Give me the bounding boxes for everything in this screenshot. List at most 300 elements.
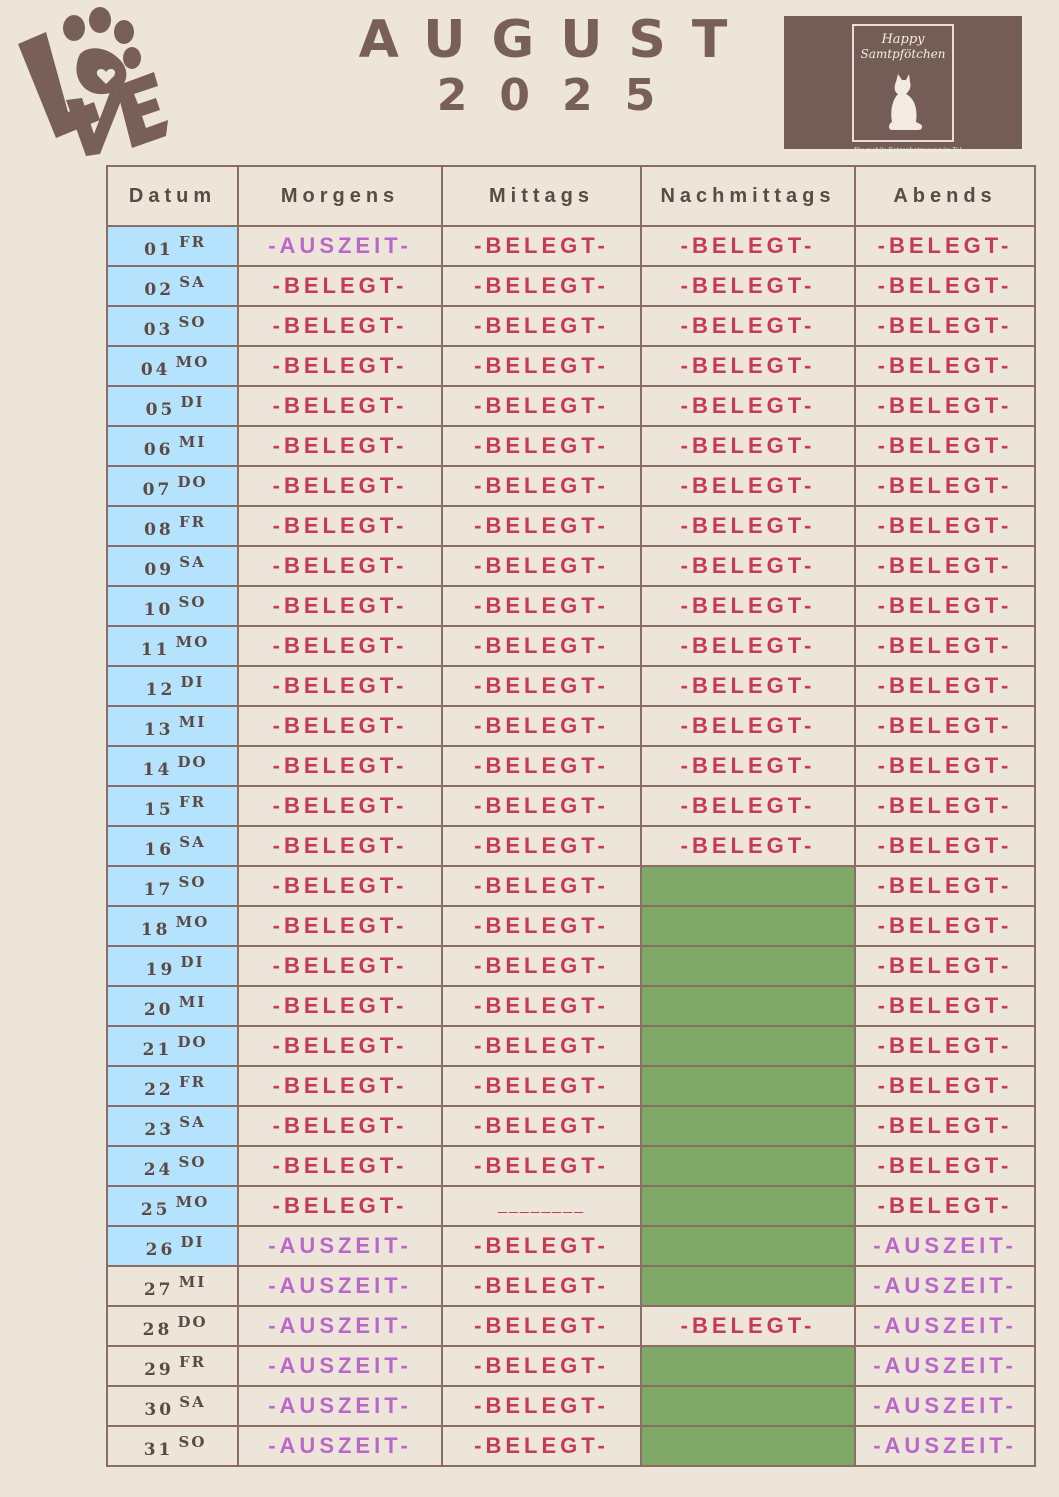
slot-nachmittags-free xyxy=(641,1146,855,1186)
date-number: 05 xyxy=(145,399,176,420)
slot-nachmittags-free xyxy=(641,986,855,1026)
date-cell xyxy=(107,946,238,986)
status-label-auszeit: -AUSZEIT- xyxy=(268,1233,412,1258)
slot-mittags-belegt xyxy=(442,266,641,306)
slot-morgens-belegt xyxy=(238,546,442,586)
slot-morgens-belegt xyxy=(238,946,442,986)
date-cell xyxy=(107,1226,238,1266)
slot-mittags-belegt xyxy=(442,226,641,266)
slot-mittags-belegt xyxy=(442,866,641,906)
status-label-belegt: -BELEGT- xyxy=(680,473,816,498)
slot-mittags-belegt xyxy=(442,1426,641,1466)
table-row xyxy=(107,666,1035,706)
slot-nachmittags-free xyxy=(641,1346,855,1386)
status-label-belegt: -BELEGT- xyxy=(680,593,816,618)
status-label-belegt: -BELEGT- xyxy=(877,753,1013,778)
slot-mittags-belegt xyxy=(442,786,641,826)
date-cell xyxy=(107,386,238,426)
status-label-belegt: -BELEGT- xyxy=(877,1153,1013,1178)
date-cell xyxy=(107,986,238,1026)
brand-frame xyxy=(852,24,962,154)
status-label-auszeit: -AUSZEIT- xyxy=(268,1273,412,1298)
status-label-belegt: -BELEGT- xyxy=(272,473,408,498)
slot-morgens-belegt xyxy=(238,706,442,746)
status-label-belegt: -BELEGT- xyxy=(474,313,609,338)
slot-mittags-belegt xyxy=(442,306,641,346)
status-label-belegt: -BELEGT- xyxy=(272,553,408,578)
date-cell xyxy=(107,746,238,786)
slot-abends-belegt xyxy=(855,986,1035,1026)
slot-morgens-belegt xyxy=(238,1066,442,1106)
weekday-label: FR xyxy=(178,232,207,251)
weekday-label: MO xyxy=(175,912,210,931)
status-label-belegt: -BELEGT- xyxy=(474,513,609,538)
slot-nachmittags-belegt xyxy=(641,426,855,466)
brand-line2: Samtpfötchen xyxy=(860,46,946,61)
slot-morgens-belegt xyxy=(238,586,442,626)
status-label-belegt: -BELEGT- xyxy=(474,473,609,498)
date-cell xyxy=(107,1186,238,1226)
weekday-label: DO xyxy=(177,752,208,771)
slot-mittags-dash xyxy=(442,1186,641,1226)
cat-icon xyxy=(882,72,924,132)
date-cell xyxy=(107,1426,238,1466)
slot-abends-auszeit xyxy=(855,1426,1035,1466)
date-number: 27 xyxy=(143,1279,174,1300)
status-label-belegt: -BELEGT- xyxy=(680,633,816,658)
slot-nachmittags-belegt xyxy=(641,586,855,626)
status-label-belegt: -BELEGT- xyxy=(877,353,1013,378)
slot-mittags-belegt xyxy=(442,426,641,466)
date-cell xyxy=(107,1026,238,1066)
slot-abends-belegt xyxy=(855,1066,1035,1106)
status-label-belegt: -BELEGT- xyxy=(272,1033,408,1058)
status-label-belegt: -BELEGT- xyxy=(474,793,609,818)
slot-abends-belegt xyxy=(855,946,1035,986)
column-header-mittags: Mittags xyxy=(442,166,641,226)
status-label-belegt: -BELEGT- xyxy=(474,553,609,578)
date-cell xyxy=(107,1346,238,1386)
status-label-belegt: -BELEGT- xyxy=(272,1073,408,1098)
column-header-nachmittags: Nachmittags xyxy=(641,166,855,226)
status-label-auszeit: -AUSZEIT- xyxy=(873,1273,1017,1298)
date-cell xyxy=(107,706,238,746)
table-row xyxy=(107,586,1035,626)
table-row xyxy=(107,706,1035,746)
table-row xyxy=(107,1346,1035,1386)
status-label-auszeit: -AUSZEIT- xyxy=(873,1433,1017,1458)
status-label-belegt: -BELEGT- xyxy=(272,1193,408,1218)
weekday-label: DI xyxy=(180,672,205,691)
status-label-belegt: -BELEGT- xyxy=(272,273,408,298)
slot-abends-belegt xyxy=(855,626,1035,666)
weekday-label: MI xyxy=(178,992,207,1011)
slot-morgens-auszeit xyxy=(238,1426,442,1466)
slot-mittags-belegt xyxy=(442,546,641,586)
date-cell xyxy=(107,506,238,546)
slot-mittags-belegt xyxy=(442,1106,641,1146)
slot-mittags-belegt xyxy=(442,1386,641,1426)
status-label-belegt: -BELEGT- xyxy=(680,393,816,418)
table-row xyxy=(107,1026,1035,1066)
weekday-label: DO xyxy=(177,1032,208,1051)
date-cell xyxy=(107,1066,238,1106)
table-row xyxy=(107,1386,1035,1426)
date-cell xyxy=(107,346,238,386)
weekday-label: FR xyxy=(178,512,207,531)
date-cell xyxy=(107,666,238,706)
slot-abends-belegt xyxy=(855,1186,1035,1226)
slot-morgens-auszeit xyxy=(238,1386,442,1426)
status-label-belegt: -BELEGT- xyxy=(877,273,1013,298)
slot-abends-belegt xyxy=(855,786,1035,826)
status-label-belegt: -BELEGT- xyxy=(877,713,1013,738)
slot-abends-auszeit xyxy=(855,1226,1035,1266)
status-label-belegt: -BELEGT- xyxy=(877,313,1013,338)
status-label-belegt: -BELEGT- xyxy=(680,313,816,338)
status-label-belegt: -BELEGT- xyxy=(877,473,1013,498)
date-number: 01 xyxy=(144,239,174,260)
table-row xyxy=(107,306,1035,346)
table-row xyxy=(107,506,1035,546)
slot-abends-auszeit xyxy=(855,1266,1035,1306)
slot-morgens-belegt xyxy=(238,1186,442,1226)
status-label-belegt: -BELEGT- xyxy=(474,1273,609,1298)
slot-nachmittags-belegt xyxy=(641,1306,855,1346)
date-number: 10 xyxy=(143,599,174,620)
date-number: 26 xyxy=(145,1239,176,1260)
slot-abends-belegt xyxy=(855,226,1035,266)
date-number: 24 xyxy=(143,1159,174,1180)
status-label-belegt: -BELEGT- xyxy=(877,1073,1013,1098)
weekday-label: DI xyxy=(180,392,205,411)
status-label-belegt: -BELEGT- xyxy=(680,273,816,298)
status-label-belegt: -BELEGT- xyxy=(474,713,609,738)
weekday-label: FR xyxy=(178,1352,207,1371)
slot-mittags-belegt xyxy=(442,346,641,386)
weekday-label: MO xyxy=(175,352,210,371)
status-label-belegt: -BELEGT- xyxy=(877,513,1013,538)
header-row xyxy=(107,166,1035,226)
slot-morgens-belegt xyxy=(238,626,442,666)
slot-nachmittags-belegt xyxy=(641,786,855,826)
slot-abends-belegt xyxy=(855,466,1035,506)
status-label-auszeit: -AUSZEIT- xyxy=(268,233,412,258)
slot-abends-belegt xyxy=(855,1026,1035,1066)
date-number: 16 xyxy=(144,839,175,860)
slot-nachmittags-belegt xyxy=(641,546,855,586)
slot-morgens-auszeit xyxy=(238,1346,442,1386)
status-label-belegt: -BELEGT- xyxy=(272,993,408,1018)
brand-tagline: Die mobile Katzenbetreuung im Tal xyxy=(854,146,962,154)
date-cell xyxy=(107,906,238,946)
status-label-auszeit: -AUSZEIT- xyxy=(873,1353,1017,1378)
month-title: AUGUST xyxy=(358,10,754,70)
table-row xyxy=(107,986,1035,1026)
table-row xyxy=(107,1106,1035,1146)
slot-abends-belegt xyxy=(855,546,1035,586)
slot-nachmittags-belegt xyxy=(641,266,855,306)
slot-nachmittags-belegt xyxy=(641,826,855,866)
status-label-belegt: -BELEGT- xyxy=(877,433,1013,458)
slot-abends-auszeit xyxy=(855,1346,1035,1386)
status-label-dash: ________ xyxy=(497,1197,586,1214)
date-number: 25 xyxy=(140,1199,171,1220)
slot-abends-belegt xyxy=(855,586,1035,626)
slot-nachmittags-free xyxy=(641,1106,855,1146)
weekday-label: SO xyxy=(178,1152,207,1171)
weekday-label: DO xyxy=(177,472,208,491)
status-label-belegt: -BELEGT- xyxy=(680,233,816,258)
status-label-belegt: -BELEGT- xyxy=(474,753,609,778)
date-number: 21 xyxy=(142,1039,173,1060)
slot-mittags-belegt xyxy=(442,506,641,546)
slot-morgens-auszeit xyxy=(238,226,442,266)
column-header-abends: Abends xyxy=(855,166,1035,226)
slot-nachmittags-belegt xyxy=(641,626,855,666)
date-number: 11 xyxy=(140,639,171,660)
slot-mittags-belegt xyxy=(442,826,641,866)
slot-nachmittags-belegt xyxy=(641,386,855,426)
status-label-belegt: -BELEGT- xyxy=(877,953,1013,978)
slot-morgens-belegt xyxy=(238,1106,442,1146)
slot-nachmittags-belegt xyxy=(641,346,855,386)
slot-abends-belegt xyxy=(855,906,1035,946)
status-label-belegt: -BELEGT- xyxy=(474,953,609,978)
date-cell xyxy=(107,1386,238,1426)
status-label-belegt: -BELEGT- xyxy=(474,1033,609,1058)
status-label-belegt: -BELEGT- xyxy=(474,1153,609,1178)
status-label-belegt: -BELEGT- xyxy=(272,793,408,818)
table-row xyxy=(107,1306,1035,1346)
table-row xyxy=(107,1266,1035,1306)
status-label-belegt: -BELEGT- xyxy=(877,593,1013,618)
date-number: 30 xyxy=(144,1399,175,1420)
status-label-belegt: -BELEGT- xyxy=(272,1153,408,1178)
weekday-label: DI xyxy=(180,952,205,971)
date-number: 18 xyxy=(140,919,171,940)
slot-abends-belegt xyxy=(855,386,1035,426)
table-row xyxy=(107,1426,1035,1466)
status-label-belegt: -BELEGT- xyxy=(877,913,1013,938)
slot-mittags-belegt xyxy=(442,1146,641,1186)
status-label-belegt: -BELEGT- xyxy=(474,1233,609,1258)
slot-morgens-auszeit xyxy=(238,1306,442,1346)
slot-mittags-belegt xyxy=(442,666,641,706)
status-label-belegt: -BELEGT- xyxy=(272,873,408,898)
table-row xyxy=(107,866,1035,906)
status-label-belegt: -BELEGT- xyxy=(877,1033,1013,1058)
date-cell xyxy=(107,1306,238,1346)
date-number: 04 xyxy=(140,359,171,380)
date-cell xyxy=(107,1146,238,1186)
slot-nachmittags-belegt xyxy=(641,466,855,506)
date-number: 20 xyxy=(143,999,174,1020)
weekday-label: DI xyxy=(180,1232,205,1251)
status-label-belegt: -BELEGT- xyxy=(680,833,816,858)
date-number: 17 xyxy=(143,879,174,900)
slot-nachmittags-free xyxy=(641,906,855,946)
date-number: 12 xyxy=(145,679,176,700)
status-label-belegt: -BELEGT- xyxy=(272,833,408,858)
table-row xyxy=(107,546,1035,586)
status-label-belegt: -BELEGT- xyxy=(474,633,609,658)
status-label-belegt: -BELEGT- xyxy=(272,353,408,378)
slot-nachmittags-free xyxy=(641,1386,855,1426)
status-label-belegt: -BELEGT- xyxy=(272,953,408,978)
slot-morgens-belegt xyxy=(238,266,442,306)
status-label-belegt: -BELEGT- xyxy=(474,593,609,618)
weekday-label: SA xyxy=(179,1392,206,1411)
slot-nachmittags-belegt xyxy=(641,666,855,706)
table-row xyxy=(107,826,1035,866)
table-row xyxy=(107,786,1035,826)
status-label-belegt: -BELEGT- xyxy=(474,1113,609,1138)
slot-nachmittags-free xyxy=(641,1266,855,1306)
weekday-label: MI xyxy=(178,432,207,451)
date-number: 19 xyxy=(145,959,176,980)
date-number: 07 xyxy=(142,479,173,500)
date-number: 14 xyxy=(142,759,173,780)
slot-nachmittags-belegt xyxy=(641,506,855,546)
weekday-label: SO xyxy=(178,1432,207,1451)
table-row xyxy=(107,1226,1035,1266)
slot-morgens-belegt xyxy=(238,426,442,466)
status-label-belegt: -BELEGT- xyxy=(474,1393,609,1418)
slot-abends-belegt xyxy=(855,666,1035,706)
slot-nachmittags-free xyxy=(641,1026,855,1066)
weekday-label: FR xyxy=(178,1072,207,1091)
status-label-belegt: -BELEGT- xyxy=(474,673,609,698)
date-number: 31 xyxy=(143,1439,174,1460)
date-number: 13 xyxy=(143,719,174,740)
weekday-label: MO xyxy=(175,1192,210,1211)
status-label-belegt: -BELEGT- xyxy=(272,633,408,658)
status-label-belegt: -BELEGT- xyxy=(680,793,816,818)
slot-morgens-belegt xyxy=(238,866,442,906)
status-label-belegt: -BELEGT- xyxy=(474,233,609,258)
status-label-belegt: -BELEGT- xyxy=(680,1313,816,1338)
status-label-belegt: -BELEGT- xyxy=(877,233,1013,258)
slot-mittags-belegt xyxy=(442,586,641,626)
table-row xyxy=(107,946,1035,986)
slot-morgens-belegt xyxy=(238,986,442,1026)
slot-mittags-belegt xyxy=(442,386,641,426)
status-label-belegt: -BELEGT- xyxy=(474,393,609,418)
slot-abends-auszeit xyxy=(855,1386,1035,1426)
slot-abends-belegt xyxy=(855,426,1035,466)
slot-abends-belegt xyxy=(855,706,1035,746)
status-label-belegt: -BELEGT- xyxy=(877,873,1013,898)
status-label-belegt: -BELEGT- xyxy=(877,793,1013,818)
calendar-body xyxy=(107,226,1035,1466)
status-label-belegt: -BELEGT- xyxy=(272,313,408,338)
date-cell xyxy=(107,466,238,506)
status-label-belegt: -BELEGT- xyxy=(877,993,1013,1018)
slot-morgens-belegt xyxy=(238,346,442,386)
status-label-belegt: -BELEGT- xyxy=(877,393,1013,418)
weekday-label: DO xyxy=(177,1312,208,1331)
slot-morgens-belegt xyxy=(238,386,442,426)
status-label-auszeit: -AUSZEIT- xyxy=(873,1233,1017,1258)
table-row xyxy=(107,466,1035,506)
slot-nachmittags-belegt xyxy=(641,306,855,346)
status-label-belegt: -BELEGT- xyxy=(680,353,816,378)
brand-line1: Happy xyxy=(881,31,925,47)
slot-morgens-belegt xyxy=(238,786,442,826)
slot-abends-belegt xyxy=(855,266,1035,306)
status-label-belegt: -BELEGT- xyxy=(680,513,816,538)
slot-abends-belegt xyxy=(855,306,1035,346)
status-label-auszeit: -AUSZEIT- xyxy=(873,1393,1017,1418)
status-label-belegt: -BELEGT- xyxy=(474,1073,609,1098)
slot-mittags-belegt xyxy=(442,1306,641,1346)
table-row xyxy=(107,626,1035,666)
status-label-belegt: -BELEGT- xyxy=(474,433,609,458)
date-number: 06 xyxy=(143,439,174,460)
slot-morgens-auszeit xyxy=(238,1226,442,1266)
date-number: 03 xyxy=(143,319,174,340)
slot-morgens-belegt xyxy=(238,826,442,866)
slot-abends-belegt xyxy=(855,826,1035,866)
status-label-belegt: -BELEGT- xyxy=(474,873,609,898)
slot-morgens-belegt xyxy=(238,746,442,786)
status-label-belegt: -BELEGT- xyxy=(877,633,1013,658)
slot-mittags-belegt xyxy=(442,1226,641,1266)
status-label-belegt: -BELEGT- xyxy=(474,833,609,858)
column-header-morgens: Morgens xyxy=(238,166,442,226)
status-label-belegt: -BELEGT- xyxy=(680,753,816,778)
slot-mittags-belegt xyxy=(442,1266,641,1306)
slot-abends-belegt xyxy=(855,866,1035,906)
date-cell xyxy=(107,306,238,346)
slot-abends-belegt xyxy=(855,746,1035,786)
status-label-belegt: -BELEGT- xyxy=(272,913,408,938)
status-label-belegt: -BELEGT- xyxy=(474,913,609,938)
date-cell xyxy=(107,226,238,266)
status-label-belegt: -BELEGT- xyxy=(680,433,816,458)
weekday-label: SA xyxy=(179,1112,206,1131)
slot-abends-belegt xyxy=(855,1146,1035,1186)
slot-nachmittags-free xyxy=(641,1426,855,1466)
slot-morgens-belegt xyxy=(238,1146,442,1186)
slot-morgens-belegt xyxy=(238,466,442,506)
date-number: 15 xyxy=(144,799,174,820)
slot-nachmittags-belegt xyxy=(641,706,855,746)
slot-mittags-belegt xyxy=(442,706,641,746)
love-paw-icon xyxy=(18,7,168,156)
availability-table xyxy=(106,165,1036,1467)
status-label-belegt: -BELEGT- xyxy=(680,673,816,698)
date-cell xyxy=(107,1266,238,1306)
date-number: 29 xyxy=(144,1359,174,1380)
status-label-belegt: -BELEGT- xyxy=(474,1353,609,1378)
weekday-label: MI xyxy=(178,712,207,731)
status-label-belegt: -BELEGT- xyxy=(474,353,609,378)
status-label-auszeit: -AUSZEIT- xyxy=(268,1433,412,1458)
table-row xyxy=(107,266,1035,306)
slot-nachmittags-free xyxy=(641,1186,855,1226)
date-cell xyxy=(107,626,238,666)
date-cell xyxy=(107,426,238,466)
table-row xyxy=(107,1186,1035,1226)
slot-abends-belegt xyxy=(855,506,1035,546)
table-row xyxy=(107,346,1035,386)
weekday-label: MO xyxy=(175,632,210,651)
table-row xyxy=(107,746,1035,786)
status-label-belegt: -BELEGT- xyxy=(877,673,1013,698)
date-cell xyxy=(107,866,238,906)
